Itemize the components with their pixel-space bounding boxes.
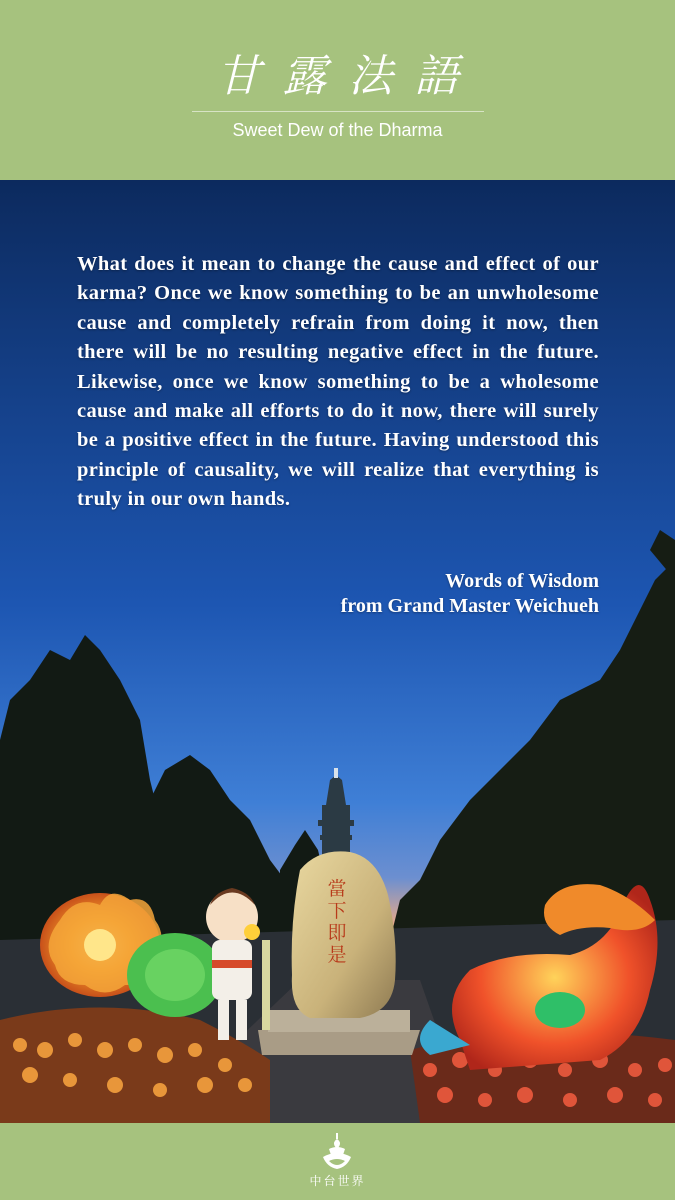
header-divider bbox=[192, 111, 484, 112]
calligraphy-title: 甘露法語 bbox=[216, 51, 481, 102]
footer-logo-text: 中台世界 bbox=[309, 1174, 366, 1188]
quote-attribution bbox=[199, 569, 599, 619]
dharma-quote: What does it mean to change the cause and effect of our karma? Once we know something to be an unwholesome cause and completely refrain from doing it now, then there will be no resulting negative effect in the future. Likewise, once we know something to be a wholesome cause and make all efforts to do it now, there will surely be a positive effect in the future. Having understood this principle of causality, we will realize that everything is truly in our own hands. bbox=[77, 253, 599, 511]
footer-band bbox=[0, 1123, 675, 1200]
stone-inscription: 當下即是 bbox=[327, 878, 347, 966]
header-band bbox=[0, 0, 675, 180]
subtitle: Sweet Dew of the Dharma bbox=[232, 120, 443, 140]
photo-panel bbox=[0, 180, 675, 1123]
lotus-logo-icon bbox=[319, 1133, 355, 1173]
attribution-line-1: Words of Wisdom bbox=[445, 570, 599, 592]
attribution-line-2: from Grand Master Weichueh bbox=[340, 595, 599, 617]
